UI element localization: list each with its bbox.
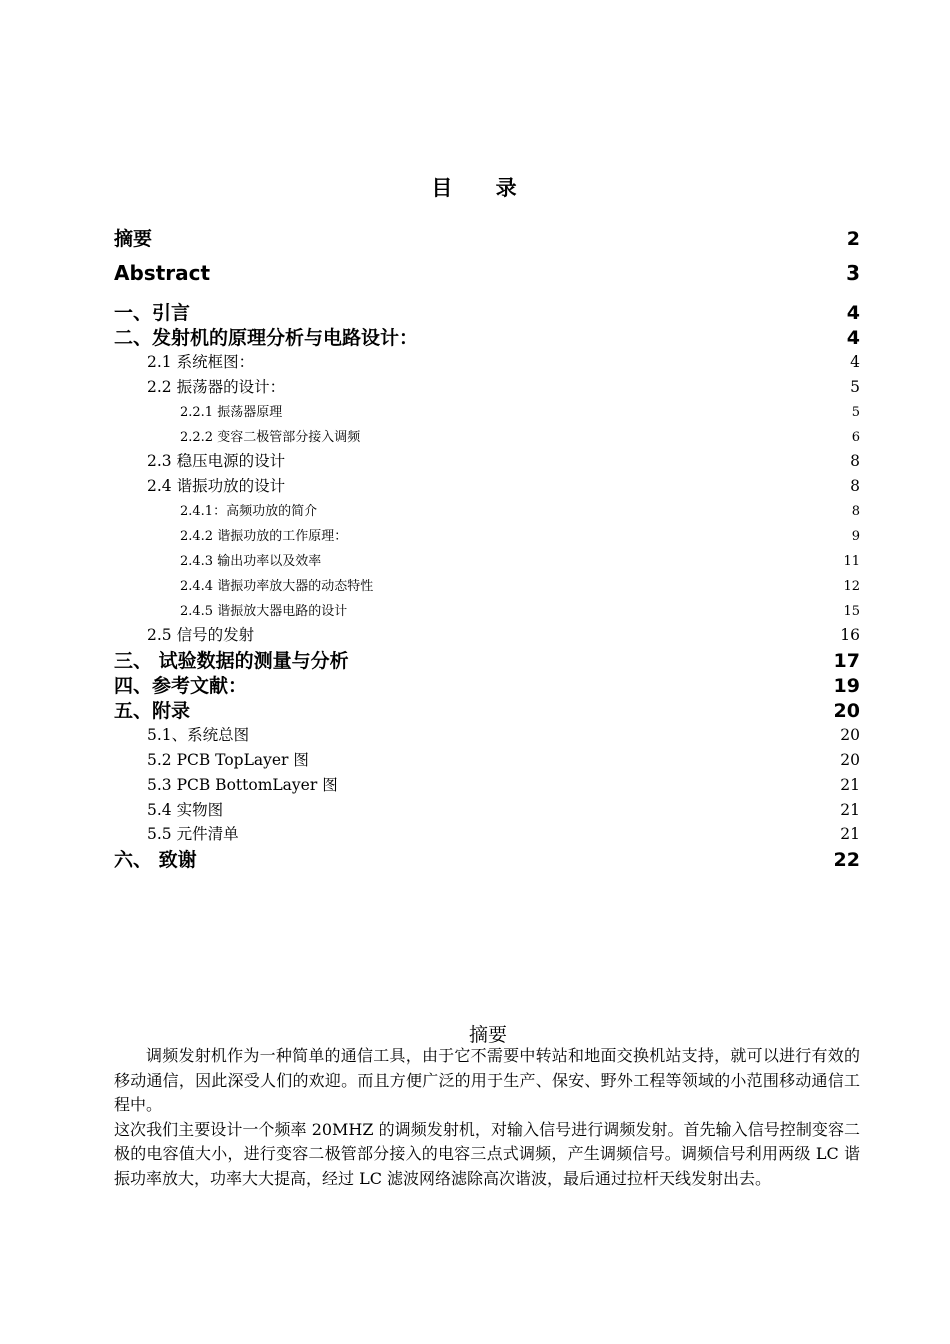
- toc-entry[interactable]: [180, 500, 860, 520]
- toc-entry[interactable]: [147, 748, 860, 770]
- abstract-body: [114, 1044, 860, 1191]
- toc-entry-label: Abstract: [114, 261, 211, 285]
- abstract-paragraph: 这次我们主要设计一个频率 20MHZ 的调频发射机，对输入信号进行调频发射。首先输入信号控制变容二极的电容值大小，进行变容二极管部分接入的电容三点式调频，产生调频信号。调频信号利用两级 LC 谐振功率放大，功率大大提高，经过 LC 滤波网络滤除高次谐波，最后通过拉杆天线发射出去。: [114, 1119, 860, 1188]
- toc-entry-page: 2: [846, 228, 860, 250]
- toc-entry[interactable]: [114, 261, 860, 287]
- toc-entry-page: 8: [850, 452, 860, 470]
- toc-entry-page: 12: [843, 579, 860, 594]
- toc-entry-page: 16: [840, 626, 860, 644]
- toc-entry[interactable]: [180, 426, 860, 446]
- toc-entry-label: 2.4.4 谐振功率放大器的动态特性: [180, 579, 374, 594]
- toc-entry[interactable]: [147, 375, 860, 397]
- toc-title: 目 录: [431, 176, 519, 200]
- toc-entry[interactable]: [180, 401, 860, 421]
- toc-entry[interactable]: [114, 298, 860, 324]
- toc-entry-label: 2.3 稳压电源的设计: [147, 452, 286, 470]
- toc-entry-page: 9: [851, 529, 860, 544]
- toc-entry[interactable]: [147, 449, 860, 471]
- toc-entry[interactable]: [147, 350, 860, 372]
- toc-entry-page: 17: [833, 650, 860, 672]
- toc-entry[interactable]: [147, 822, 860, 844]
- toc-entry-page: 4: [846, 327, 860, 349]
- toc-entry-page: 11: [843, 554, 860, 569]
- toc-entry[interactable]: [114, 224, 860, 250]
- toc-entry-label: 5.1、系统总图: [147, 726, 250, 744]
- toc-entry-label: 2.4.5 谐振放大器电路的设计: [180, 604, 348, 619]
- toc-entry-page: 19: [833, 675, 860, 697]
- toc-entry[interactable]: [147, 623, 860, 645]
- toc-entry-page: 8: [851, 504, 860, 519]
- toc-entry-label: 2.2.2 变容二极管部分接入调频: [180, 430, 361, 445]
- abstract-heading: 摘要: [468, 1024, 507, 1046]
- toc-entry-label: 二、发射机的原理分析与电路设计：: [114, 327, 419, 349]
- toc-entry-page: 20: [840, 751, 860, 769]
- toc-entry[interactable]: [147, 773, 860, 795]
- toc-entry-label: 5.2 PCB TopLayer 图: [147, 751, 309, 769]
- toc-entry-label: 5.3 PCB BottomLayer 图: [147, 776, 338, 794]
- toc-entry-page: 4: [850, 353, 860, 371]
- toc-entry-page: 21: [840, 825, 860, 843]
- toc-entry-label: 5.5 元件清单: [147, 825, 239, 843]
- toc-entry[interactable]: [114, 696, 860, 722]
- toc-entry-label: 六、 致谢: [114, 849, 197, 871]
- toc-entry-label: 2.2.1 振荡器原理: [180, 405, 283, 420]
- toc-entry[interactable]: [114, 323, 860, 349]
- toc-entry-page: 8: [850, 477, 860, 495]
- toc-entry-label: 2.1 系统框图：: [147, 353, 255, 371]
- toc-entry-page: 3: [846, 261, 860, 285]
- toc-entry[interactable]: [114, 671, 860, 697]
- toc-entry-label: 2.5 信号的发射: [147, 626, 255, 644]
- toc-entry-page: 15: [843, 604, 860, 619]
- toc-entry[interactable]: [180, 550, 860, 570]
- toc-entry-label: 2.4.3 输出功率以及效率: [180, 554, 322, 569]
- toc-entry-label: 三、 试验数据的测量与分析: [114, 650, 349, 672]
- toc-entry-page: 21: [840, 801, 860, 819]
- toc-entry-page: 20: [833, 700, 860, 722]
- toc-entry-page: 6: [851, 430, 860, 445]
- toc-entry-page: 4: [846, 302, 860, 324]
- toc-entry-page: 5: [850, 378, 860, 396]
- toc-entry[interactable]: [114, 845, 860, 871]
- toc-entry-page: 22: [833, 849, 860, 871]
- toc-entry-label: 四、参考文献：: [114, 675, 248, 697]
- toc-entry[interactable]: [147, 798, 860, 820]
- toc-entry[interactable]: [114, 646, 860, 672]
- toc-entry[interactable]: [180, 600, 860, 620]
- toc-entry-label: 2.4.2 谐振功放的工作原理：: [180, 529, 348, 544]
- toc-entry-page: 5: [851, 405, 860, 420]
- toc-entry[interactable]: [147, 723, 860, 745]
- toc-entry[interactable]: [147, 474, 860, 496]
- toc-entry[interactable]: [180, 525, 860, 545]
- toc-entry-label: 摘要: [114, 228, 153, 250]
- toc-entry-label: 5.4 实物图: [147, 801, 224, 819]
- toc-entry-label: 五、附录: [114, 700, 191, 722]
- toc-entry-label: 一、引言: [114, 302, 191, 324]
- toc-entry-label: 2.4 谐振功放的设计: [147, 477, 286, 495]
- toc-entry-page: 21: [840, 776, 860, 794]
- toc-entry-label: 2.4.1：高频功放的简介: [180, 504, 318, 519]
- abstract-paragraph: 调频发射机作为一种简单的通信工具，由于它不需要中转站和地面交换机站支持，就可以进行有效的移动通信，因此深受人们的欢迎。而且方便广泛的用于生产、保安、野外工程等领域的小范围移动通信工程中。: [114, 1046, 860, 1114]
- toc-entry[interactable]: [180, 575, 860, 595]
- toc-entry-page: 20: [840, 726, 860, 744]
- toc-entry-label: 2.2 振荡器的设计：: [147, 378, 286, 396]
